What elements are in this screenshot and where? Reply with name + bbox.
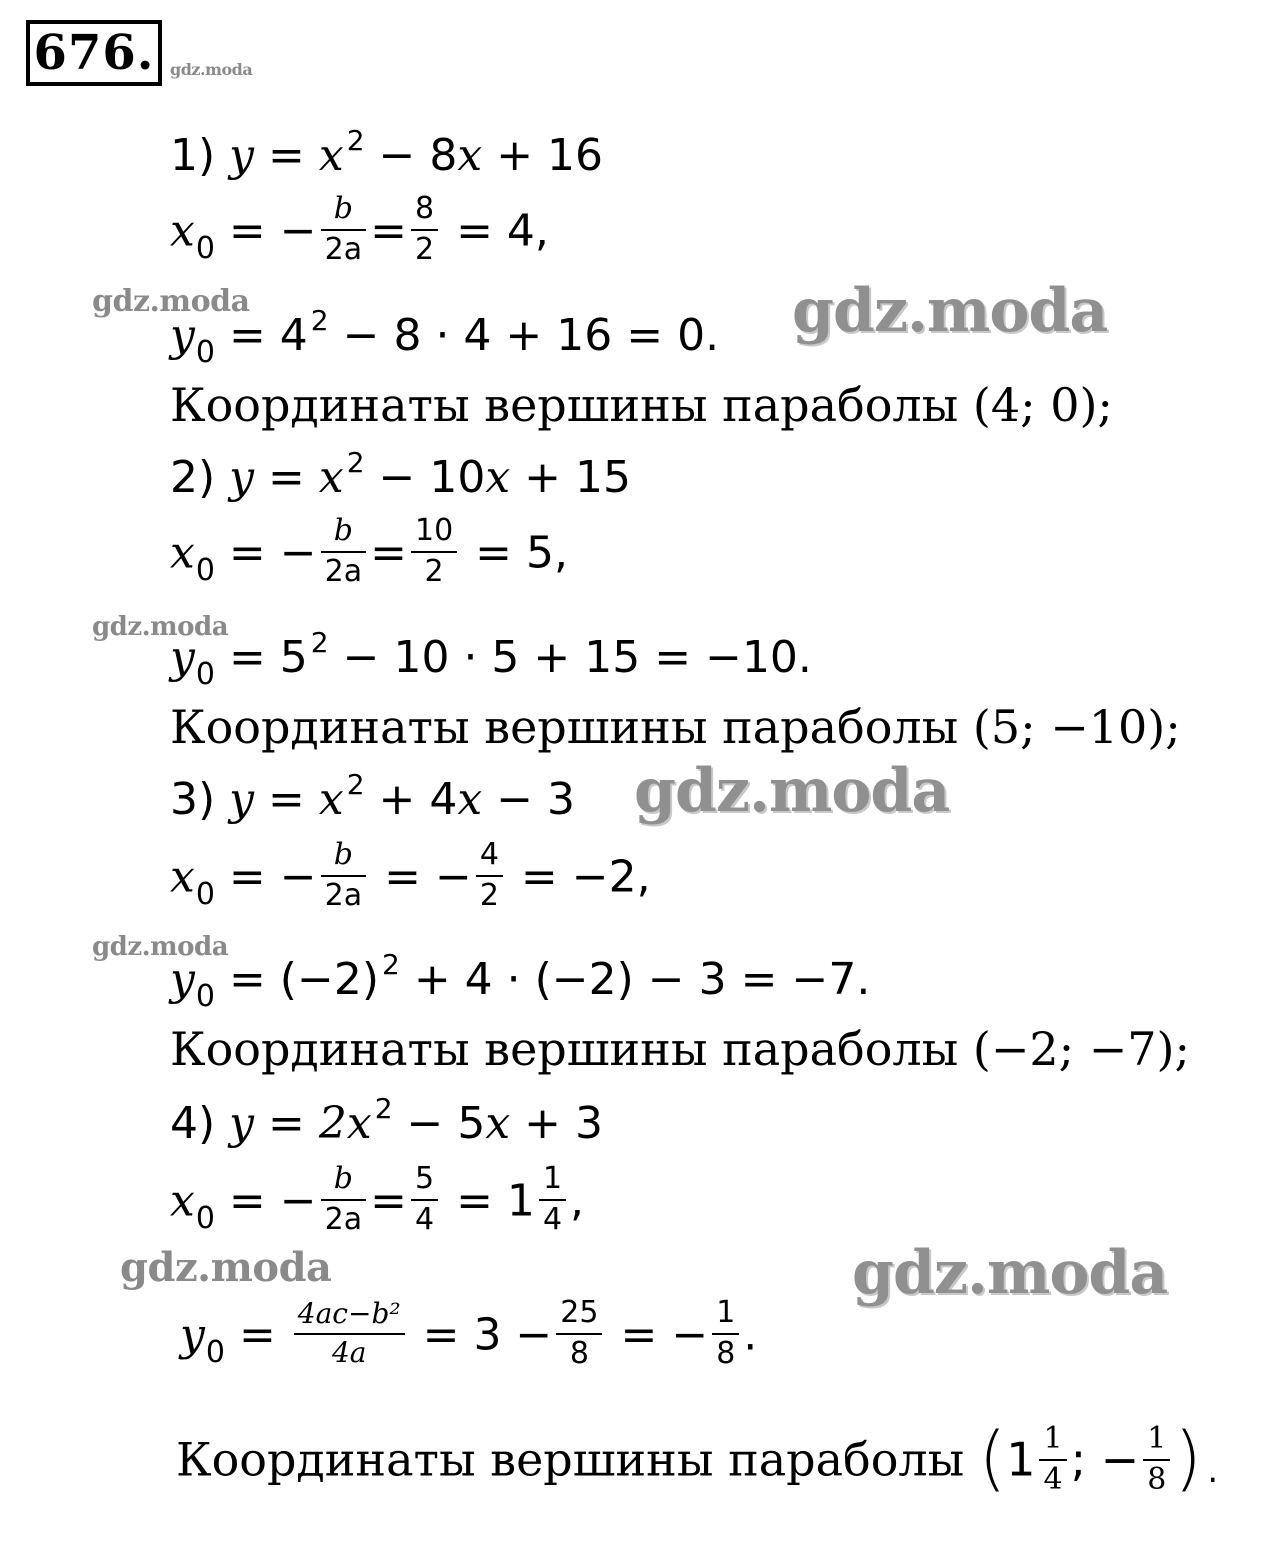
watermark-5: gdz.moda — [92, 932, 229, 962]
watermark-3: gdz.moda — [92, 612, 229, 642]
part3-equation: 3) y = x $^2$ + 4x − 3 — [170, 768, 576, 825]
part1-y0: $y_0 = 4$ $^2$ − 8 · 4 + 16 = 0. — [170, 304, 720, 370]
part1-coords: Координаты вершины параболы (4; 0); — [170, 378, 1113, 432]
watermark-4: gdz.moda — [634, 756, 950, 826]
watermark-7: gdz.moda — [852, 1238, 1168, 1308]
problem-number: 676. — [26, 20, 162, 86]
part1-equation: 1) y = x $^2$ − 8x + 16 — [170, 124, 604, 181]
part1-x0: $x_0$ = − $\frac{b}{2a}$ = $\frac{8}{2}$ = 4, — [170, 191, 549, 267]
part2-coords: Координаты вершины параболы (5; −10); — [170, 700, 1181, 754]
part4-coords: Координаты вершины параболы (1 $\frac{1}{4}$ ; − $\frac{1}{8}$ ). — [176, 1416, 1224, 1499]
watermark-6: gdz.moda — [120, 1244, 332, 1291]
part4-y0: $y_0$ = $\frac{\text{4ac−b²}}{4a}$ = 3 − $\frac{25}{8}$ = − $\frac{1}{8}$ . — [180, 1295, 758, 1371]
part2-x0: $x_0$ = − $\frac{b}{2a}$ = $\frac{10}{2}$ = 5, — [170, 513, 569, 589]
part3-coords: Координаты вершины параболы (−2; −7); — [170, 1022, 1191, 1076]
part3-x0: $x_0$ = − $\frac{b}{2a}$ = − $\frac{4}{2}$ = −2, — [170, 837, 651, 913]
part3-y0: $y_0 = (-2) ^2 + 4 \cdot (-2) - 3 = -7$. — [170, 948, 871, 1014]
watermark-2: gdz.moda — [792, 276, 1108, 346]
watermark-header: gdz.moda — [170, 60, 253, 79]
watermark-1: gdz.moda — [92, 284, 250, 319]
part2-equation: 2) y = x $^2$ − 10x + 15 — [170, 446, 632, 503]
part4-x0: $x_0$ = − $\frac{b}{2a}$ = $\frac{5}{4}$ = 1 $\frac{1}{4}$ , — [170, 1161, 585, 1237]
part4-equation: 4) y = 2x $^2$ − 5x + 3 — [170, 1092, 604, 1149]
part2-y0: $y_0 = 5$ $^2$ − 10 · 5 + 15 = −10. — [170, 626, 812, 692]
